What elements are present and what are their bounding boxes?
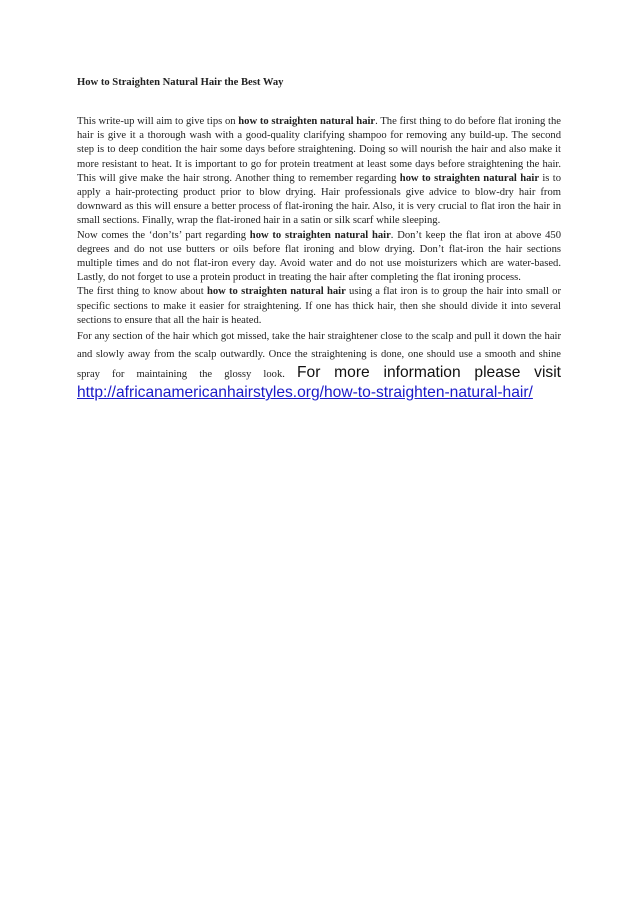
keyword-bold: how to straighten natural hair xyxy=(249,229,391,241)
paragraph-donts xyxy=(77,229,561,286)
paragraph-sections xyxy=(77,285,561,328)
document-title: How to Straighten Natural Hair the Best Way xyxy=(77,77,284,88)
more-info-link[interactable]: http://africanamericanhairstyles.org/how-to-straighten-natural-hair/ xyxy=(77,384,533,402)
paragraph-text: is to apply a hair-protecting product prior to blow drying. Hair professionals give advice to blow-dry hair from downward as this will ensure a better process of flat-ironing the hair. Also, it is very crucial to flat iron the hair in small sections. Finally, wrap the flat-ironed hair in a satin or silk scarf while sleeping. xyxy=(77,172,562,227)
paragraph-text: Now comes the ‘don’ts’ part regarding xyxy=(77,229,250,241)
keyword-bold: how to straighten natural hair xyxy=(238,116,376,127)
paragraph-text: This write-up will aim to give tips on xyxy=(77,116,239,127)
paragraph-text: . Don’t keep the flat iron at above 450 degrees and do not use butters or oils before flat ironing and blow drying. Don’t flat-iron the hair sections multiple times and do not flat-iron every day. Avoid water and do not use moisturizers which are water-based. Lastly, do not forget to use a protein product in treating the hair after completing the flat ironing process. xyxy=(77,229,562,284)
more-info-text: For more information please visit xyxy=(297,364,562,382)
paragraph-text: The first thing to know about xyxy=(77,286,207,298)
paragraph-text: For any section of the hair which got missed, take the hair straightener close to the scalp and pull it down the hair and slowly away from the scalp outwardly. Once the straightening is done, one should use a smooth and shine spray for maintaining the glossy look. xyxy=(77,331,561,381)
paragraph-closing xyxy=(77,328,561,404)
keyword-bold: how to straighten natural hair xyxy=(206,286,346,298)
document-body xyxy=(77,76,561,404)
keyword-bold: how to straighten natural hair xyxy=(399,172,540,184)
paragraph-text: using a flat iron is to group the hair into small or specific sections to make it easier for straightening. If one has thick hair, then she should divide it into several sections to ensure that all the hair is heated. xyxy=(77,286,562,326)
paragraph-intro xyxy=(77,115,561,229)
paragraph-text: . The first thing to do before flat ironing the hair is give it a thorough wash with a good-quality clarifying shampoo for removing any build-up. The second step is to deep condition the hair some days before straightening. Doing so will nourish the hair and also make it more resistant to heat. It is important to go for protein treatment at least some days before straightening the hair. This will give make the hair strong. Another thing to remember regarding xyxy=(77,116,561,184)
